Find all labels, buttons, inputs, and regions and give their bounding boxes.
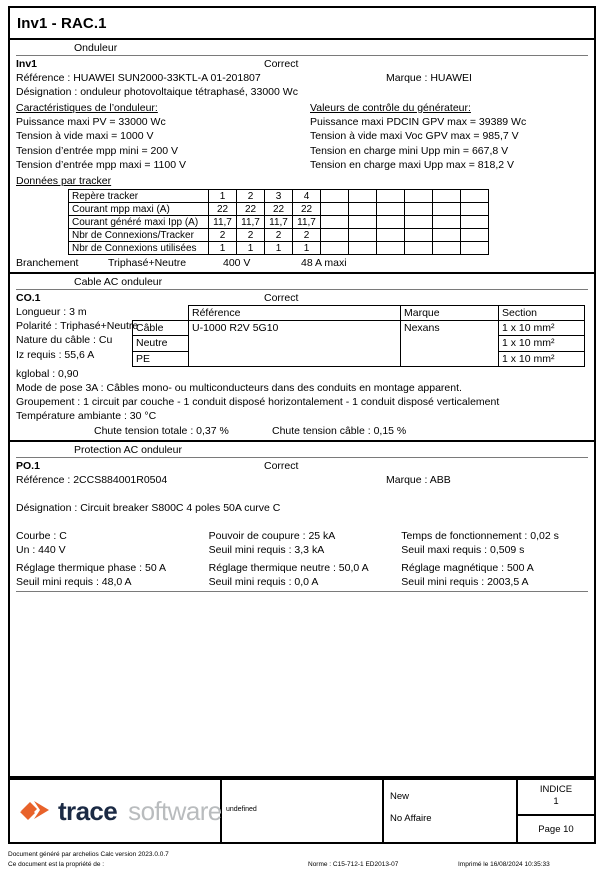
tracker-cell (461, 242, 489, 255)
footer-affaire-cell (384, 780, 518, 842)
logo-word-trace: trace (58, 795, 118, 826)
cable-kglobal: kglobal : 0,90 (16, 367, 79, 380)
protection-detail: Un : 440 V (16, 543, 66, 556)
document-page (8, 6, 596, 844)
cable-header-blank (133, 306, 189, 321)
tracker-row-label: Repère tracker (69, 190, 209, 203)
protection-setting: Seuil mini requis : 2003,5 A (401, 576, 529, 589)
cable-header-section: Section (499, 306, 585, 321)
tracker-cell (377, 216, 405, 229)
trace-software-logo (18, 796, 222, 827)
tracker-cell (405, 216, 433, 229)
onduleur-char-right-line: Tension en charge maxi Upp max = 818,2 V (310, 158, 514, 171)
tracker-cell: 22 (209, 203, 237, 216)
tracker-cell: 11,7 (293, 216, 321, 229)
cable-reference: U-1000 R2V 5G10 (189, 321, 401, 367)
tracker-cell (321, 229, 349, 242)
tracker-cell (433, 203, 461, 216)
tracker-cell: 2 (265, 229, 293, 242)
table-row (69, 242, 489, 255)
tracker-cell: 1 (209, 242, 237, 255)
chute-tension-totale: Chute tension totale : 0,37 % (94, 424, 229, 437)
onduleur-char-left-line: Tension à vide maxi = 1000 V (16, 130, 154, 143)
tracker-cell: 2 (237, 229, 265, 242)
table-row (69, 190, 489, 203)
tracker-row-label: Courant mpp maxi (A) (69, 203, 209, 216)
protection-setting-col-2 (207, 561, 398, 589)
onduleur-char-left (16, 101, 302, 172)
section-cable (10, 274, 594, 442)
tracker-cell (461, 229, 489, 242)
onduleur-designation-row (16, 85, 588, 99)
tracker-row-label: Courant généré maxi Ipp (A) (69, 216, 209, 229)
meta-row-property (8, 860, 596, 870)
protection-setting: Réglage thermique phase : 50 A (16, 562, 167, 575)
onduleur-char-right-heading: Valeurs de contrôle du générateur: (310, 102, 471, 114)
onduleur-marque: Marque : HUAWEI (386, 72, 472, 84)
footer-affaire-state: New (390, 791, 410, 802)
branchement-tension: 400 V (223, 257, 251, 270)
section-protection-label: Protection AC onduleur (16, 442, 588, 458)
protection-setting: Seuil mini requis : 0,0 A (208, 576, 319, 589)
tracker-heading: Données par tracker (16, 175, 112, 188)
document-body (10, 40, 594, 778)
tracker-cell: 1 (209, 190, 237, 203)
cable-marque: Nexans (401, 321, 499, 367)
protection-reference: Référence : 2CCS884001R0504 (16, 473, 168, 486)
tracker-cell (433, 229, 461, 242)
cable-ident-row (16, 291, 588, 305)
footer-affaire-number: No Affaire (390, 813, 432, 824)
onduleur-designation: Désignation : onduleur photovoltaique tétraphasé, 33000 Wc (16, 86, 298, 98)
cable-header-marque: Marque (401, 306, 499, 321)
tracker-cell (321, 216, 349, 229)
onduleur-reference: Référence : HUAWEI SUN2000-33KTL-A 01-201807 (16, 72, 261, 84)
protection-settings (16, 561, 588, 589)
protection-status: Correct (264, 459, 299, 472)
protection-setting: Seuil mini requis : 48,0 A (16, 576, 132, 589)
meta-norme: Norme : C15-712-1 ED2013-07 (308, 861, 399, 868)
tracker-cell (433, 216, 461, 229)
cable-param: Longueur : 3 m (16, 306, 87, 319)
tracker-cell (405, 242, 433, 255)
cable-table-wrap (134, 305, 588, 367)
tracker-cell: 22 (265, 203, 293, 216)
tracker-cell (405, 203, 433, 216)
tracker-cell (349, 216, 377, 229)
tracker-cell (405, 229, 433, 242)
protection-ident-row (16, 459, 588, 473)
tracker-cell (349, 229, 377, 242)
branchement-type: Triphasé+Neutre (108, 257, 187, 270)
tracker-cell: 2 (293, 229, 321, 242)
meta-property-of: Ce document est la propriété de : (8, 861, 105, 868)
tracker-cell: 1 (237, 242, 265, 255)
footer-page-label: Page 10 (538, 823, 574, 835)
meta-printed: Imprimé le 16/08/2024 10:35:33 (458, 861, 550, 868)
protection-divider (16, 590, 588, 592)
tracker-cell (321, 242, 349, 255)
cable-note: Température ambiante : 30 °C (16, 410, 157, 423)
onduleur-status: Correct (264, 58, 299, 70)
tracker-row-label: Nbr de Connexions/Tracker (69, 229, 209, 242)
protection-detail: Courbe : C (16, 529, 67, 542)
cable-note: Mode de pose 3A : Câbles mono- ou multiconducteurs dans des conduits en montage apparent. (16, 382, 462, 395)
protection-detail: Seuil maxi requis : 0,509 s (401, 543, 525, 556)
footer-undefined-label: undefined (226, 806, 257, 813)
tracker-cell (461, 203, 489, 216)
onduleur-char-left-line: Tension d’entrée mpp mini = 200 V (16, 144, 178, 157)
cable-status: Correct (264, 292, 299, 305)
protection-detail: Temps de fonctionnement : 0,02 s (401, 529, 559, 542)
section-protection (10, 442, 594, 778)
tracker-cell (433, 190, 461, 203)
cable-ident: CO.1 (16, 292, 41, 305)
protection-setting: Réglage thermique neutre : 50,0 A (208, 562, 369, 575)
onduleur-char-left-line: Puissance maxi PV = 33000 Wc (16, 116, 166, 129)
meta-generated-by: Document généré par archelios Calc version 2023.0.0.7 (8, 851, 169, 858)
section-cable-label: Cable AC onduleur (16, 274, 588, 290)
onduleur-char-left-line: Tension d’entrée mpp maxi = 1100 V (16, 158, 186, 171)
trace-chevron-icon (18, 796, 52, 826)
onduleur-char-right (302, 101, 588, 172)
protection-spacer (16, 487, 588, 501)
onduleur-reference-row (16, 71, 588, 85)
footer-indice-value: 1 (553, 796, 559, 807)
tracker-table (68, 189, 489, 255)
onduleur-ident-row (16, 57, 588, 71)
cable-kind: Câble (133, 321, 189, 336)
tracker-cell: 1 (293, 242, 321, 255)
tracker-cell: 11,7 (265, 216, 293, 229)
footer-undefined-cell (222, 780, 384, 842)
cable-param: Nature du câble : Cu (16, 334, 113, 347)
onduleur-char-right-line: Puissance maxi PDCIN GPV max = 39389 Wc (310, 116, 527, 129)
tracker-cell (349, 242, 377, 255)
tracker-cell (321, 190, 349, 203)
tracker-cell: 22 (293, 203, 321, 216)
cable-header-reference: Référence (189, 306, 401, 321)
tracker-cell: 22 (237, 203, 265, 216)
onduleur-ident: Inv1 (16, 58, 38, 70)
tracker-cell (377, 190, 405, 203)
tracker-cell (349, 203, 377, 216)
cable-notes (16, 367, 588, 424)
tracker-cell (377, 203, 405, 216)
protection-designation: Désignation : Circuit breaker S800C 4 poles 50A curve C (16, 501, 281, 514)
tracker-row-label: Nbr de Connexions utilisées (69, 242, 209, 255)
tracker-cell (377, 242, 405, 255)
cable-kind: Neutre (133, 336, 189, 351)
tracker-cell (405, 190, 433, 203)
tracker-cell: 4 (293, 190, 321, 203)
onduleur-char-right-line: Tension en charge mini Upp min = 667,8 V (310, 144, 509, 157)
tracker-cell (461, 216, 489, 229)
tracker-cell: 3 (265, 190, 293, 203)
onduleur-char-left-heading: Caractéristiques de l’onduleur: (16, 102, 158, 114)
footer-indice-top (518, 780, 594, 816)
protection-setting-col-1 (16, 561, 207, 589)
tracker-cell (461, 190, 489, 203)
tracker-cell: 2 (237, 190, 265, 203)
table-header-row (133, 306, 585, 321)
protection-col-3 (397, 529, 588, 557)
protection-setting: Réglage magnétique : 500 A (401, 562, 534, 575)
tracker-table-wrap (16, 189, 588, 255)
meta-row-generated (8, 850, 596, 860)
tracker-cell (377, 229, 405, 242)
tracker-cell (349, 190, 377, 203)
page-title: Inv1 - RAC.1 (17, 14, 107, 32)
section-onduleur (10, 40, 594, 274)
cable-note: Groupement : 1 circuit par couche - 1 conduit disposé horizontalement - 1 conduit disposé verticalement (16, 396, 500, 409)
protection-reference-row (16, 473, 588, 487)
tracker-cell: 2 (209, 229, 237, 242)
footer-block (10, 778, 594, 842)
onduleur-char-right-line: Tension à vide maxi Voc GPV max = 985,7 V (310, 130, 519, 143)
protection-marque: Marque : ABB (386, 473, 451, 486)
tracker-cell (433, 242, 461, 255)
table-row (69, 203, 489, 216)
protection-ident: PO.1 (16, 459, 40, 472)
branchement-label: Branchement (16, 257, 79, 270)
chute-tension-cable: Chute tension câble : 0,15 % (272, 424, 407, 437)
tracker-heading-row (16, 174, 588, 188)
logo-word-software: software (128, 795, 222, 826)
table-row (133, 321, 585, 336)
document-meta (8, 850, 596, 870)
page-title-band (10, 8, 594, 40)
protection-detail: Pouvoir de coupure : 25 kA (208, 529, 336, 542)
chute-tension-row (16, 424, 588, 438)
tracker-cell: 11,7 (209, 216, 237, 229)
cable-body (16, 305, 588, 367)
branchement-courant: 48 A maxi (301, 257, 347, 270)
tracker-cell: 1 (265, 242, 293, 255)
cable-section: 1 x 10 mm² (499, 321, 585, 336)
tracker-cell (321, 203, 349, 216)
table-row (69, 216, 489, 229)
protection-detail: Seuil mini requis : 3,3 kA (208, 543, 325, 556)
protection-designation-row (16, 501, 588, 515)
protection-setting-col-3 (397, 561, 588, 589)
cable-left-params (16, 305, 139, 367)
protection-col-1 (16, 529, 207, 557)
cable-param: Polarité : Triphasé+Neutre (16, 320, 139, 333)
footer-indice-cell (518, 780, 594, 842)
protection-col-2 (207, 529, 398, 557)
protection-spacer-2 (16, 515, 588, 529)
cable-section: 1 x 10 mm² (499, 351, 585, 366)
section-onduleur-label: Onduleur (16, 40, 588, 56)
protection-details (16, 529, 588, 557)
cable-table (132, 305, 585, 367)
cable-param: Iz requis : 55,6 A (16, 348, 95, 361)
tracker-cell: 11,7 (237, 216, 265, 229)
cable-section: 1 x 10 mm² (499, 336, 585, 351)
table-row (69, 229, 489, 242)
footer-indice-label: INDICE (539, 784, 573, 795)
onduleur-characteristics (16, 101, 588, 172)
cable-kind: PE (133, 351, 189, 366)
branchement-row (16, 255, 588, 270)
footer-logo-cell (10, 780, 222, 842)
